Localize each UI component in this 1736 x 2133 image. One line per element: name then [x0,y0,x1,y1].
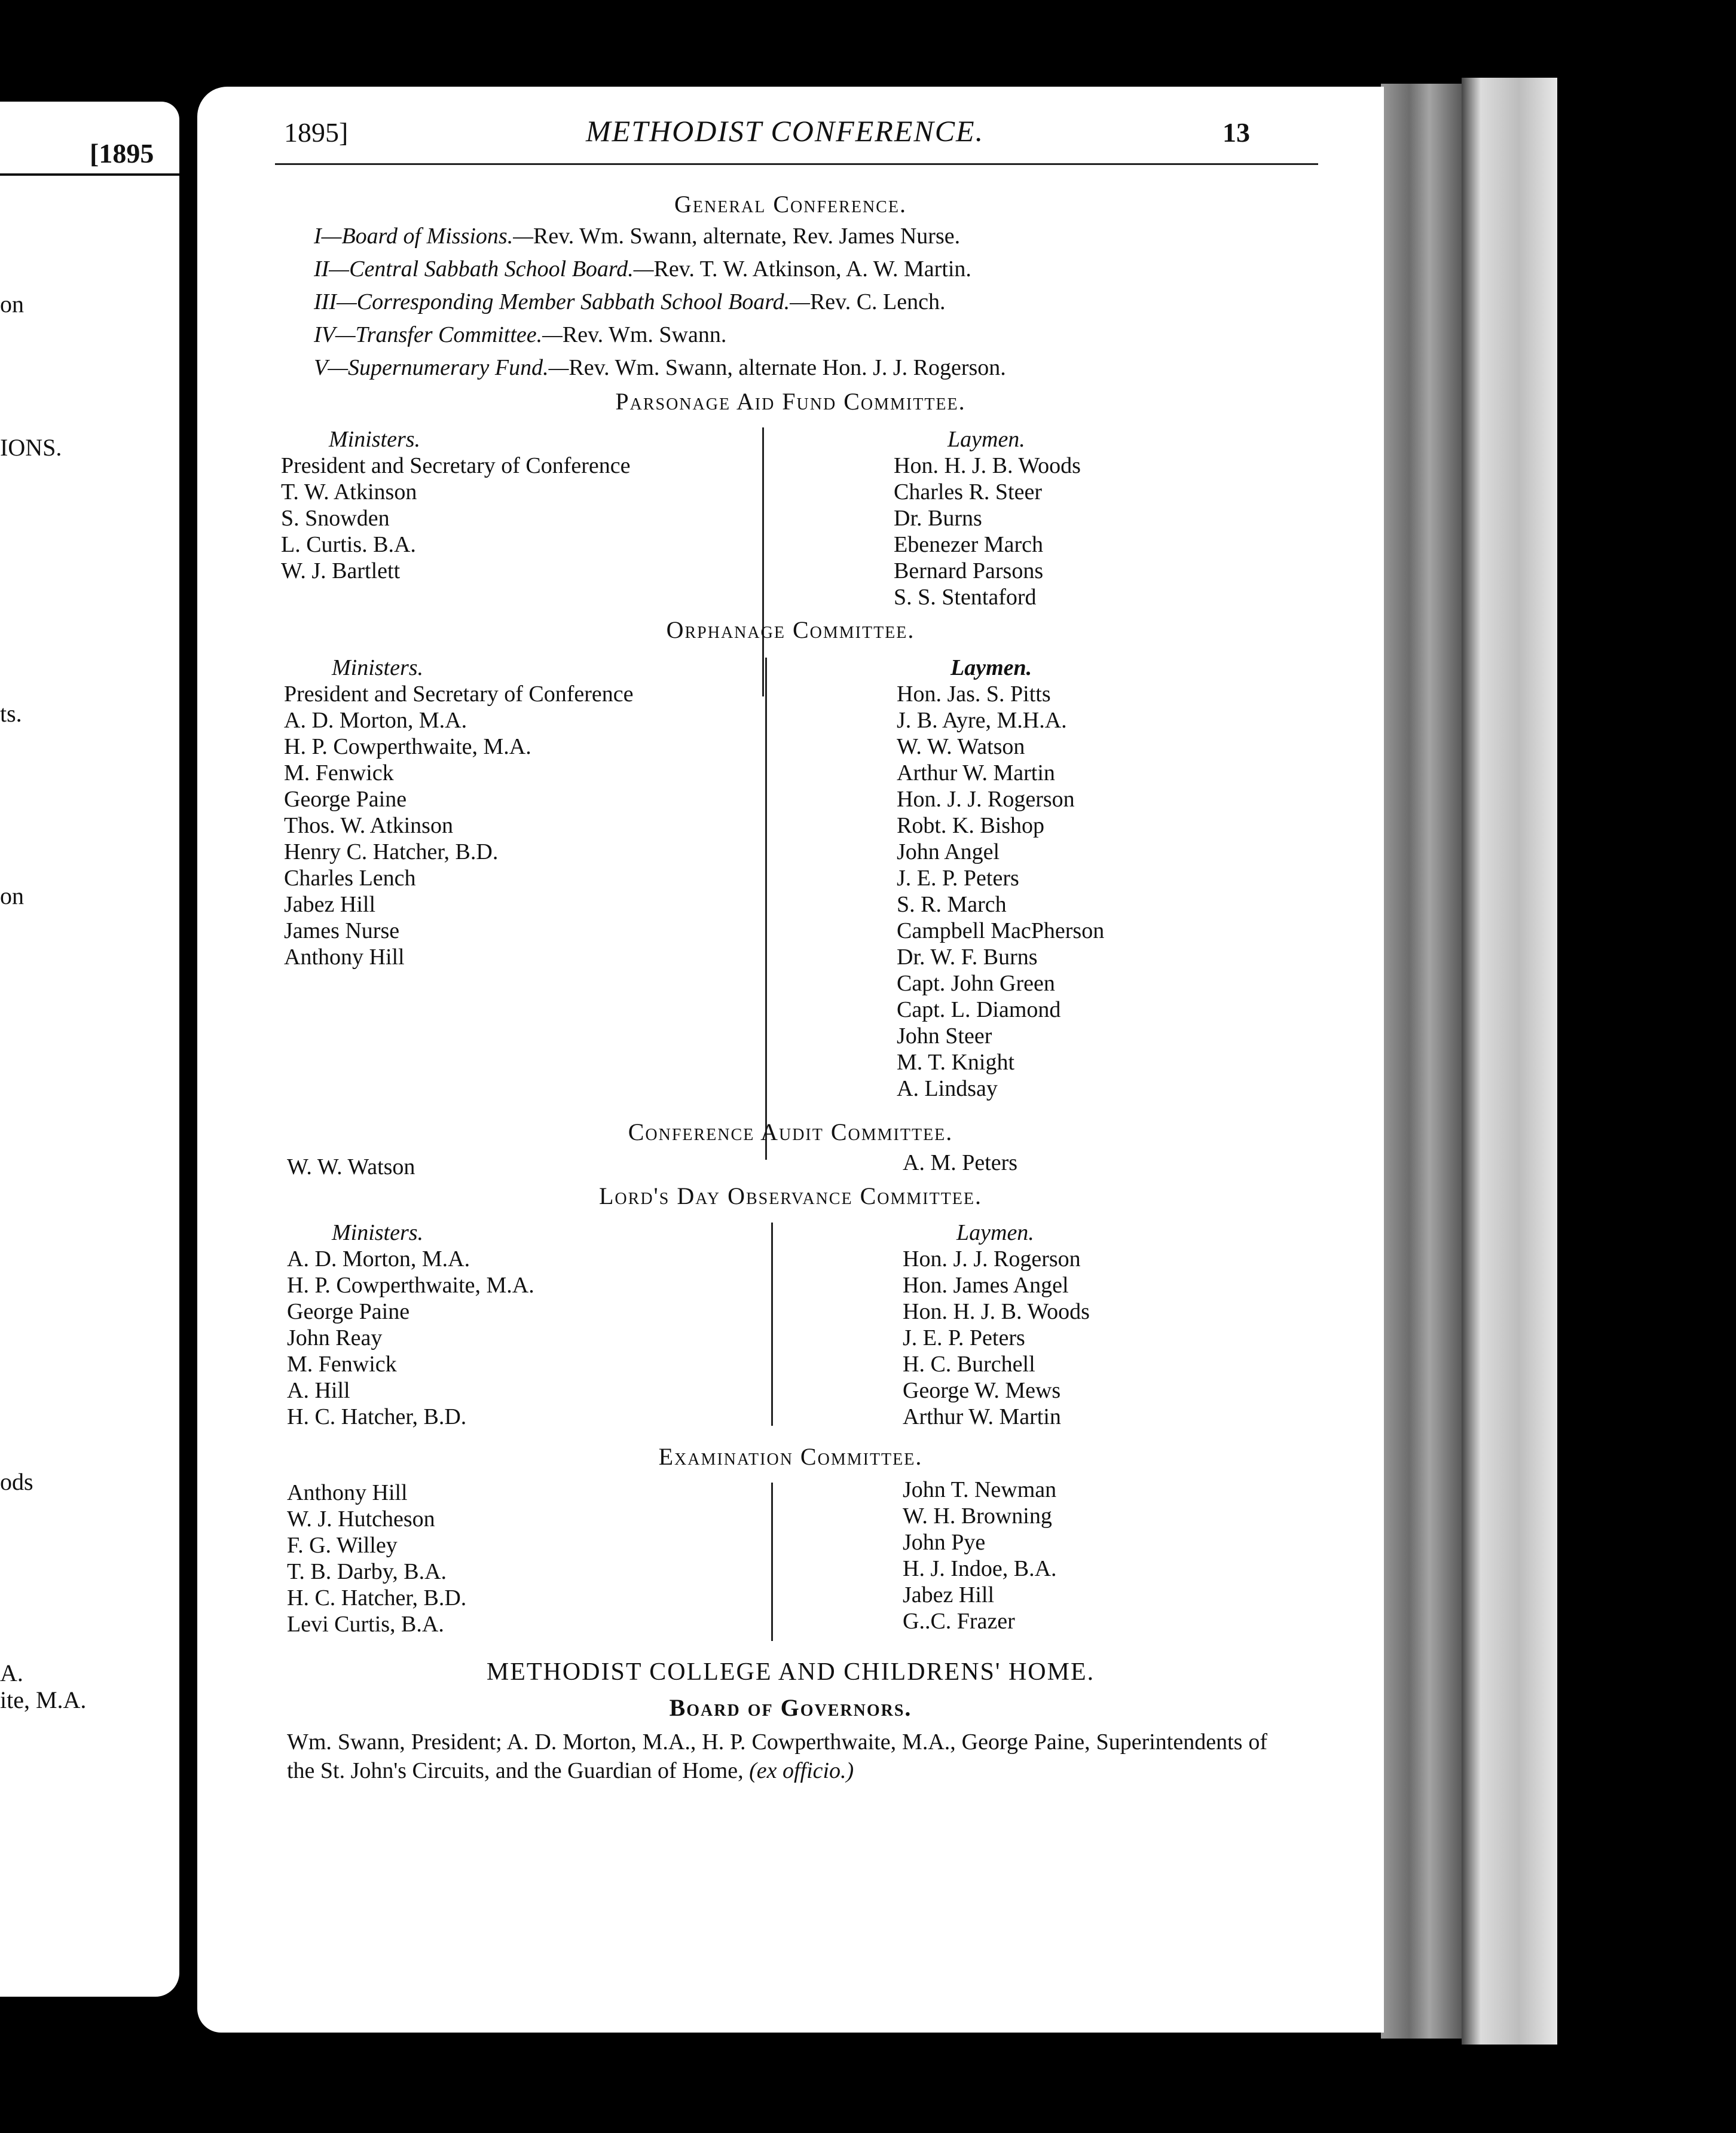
page-number: 13 [1222,117,1250,148]
orphanage-laymen [897,655,1104,1102]
list-item: President and Secretary of Conference [284,682,634,707]
gc-item-text: Rev. Wm. Swann, alternate Hon. J. J. Rogerson. [569,355,1006,380]
list-item: Charles R. Steer [894,479,1043,505]
list-item: W. J. Bartlett [281,558,401,583]
lords-day-title: Lord's Day Observance Committee. [598,1182,983,1209]
list-item: Anthony Hill [284,945,405,970]
list-item: Levi Curtis, B.A. [287,1612,444,1637]
list-item: Dr. W. F. Burns [897,945,1038,970]
left-fragment: on [0,291,24,317]
list-item: T. B. Darby, B.A. [287,1559,447,1584]
list-item: John T. Newman [903,1477,1057,1502]
examination-title: Examination Committee. [658,1443,923,1470]
gc-item [314,355,1006,381]
list-item: H. P. Cowperthwaite, M.A. [284,734,531,759]
list-item: Arthur W. Martin [897,760,1055,786]
list-item: James Nurse [284,918,400,943]
gc-item-text: Rev. T. W. Atkinson, A. W. Martin. [653,256,971,282]
column-heading: Ministers. [332,1220,424,1245]
column-divider [762,427,764,696]
list-item: T. W. Atkinson [281,479,417,505]
gc-item [314,289,946,315]
gc-item-label: V—Supernumerary Fund.— [314,355,569,380]
list-item: John Pye [903,1530,986,1555]
header-year: 1895] [284,117,349,148]
left-fragment: on [0,882,24,909]
book-edge [1462,78,1557,2045]
list-item: Hon. James Angel [903,1273,1069,1298]
list-item: S. Snowden [281,506,390,531]
list-item: John Angel [897,839,1000,864]
list-item: A. D. Morton, M.A. [284,708,467,733]
list-item: Jabez Hill [903,1582,995,1608]
column-heading: Ministers. [329,427,421,452]
column-divider [765,658,767,1160]
column-heading: Laymen. [948,427,1025,452]
list-item: Thos. W. Atkinson [284,813,453,838]
list-item: John Reay [287,1325,383,1350]
list-item: H. P. Cowperthwaite, M.A. [287,1273,534,1298]
college-subtitle: Board of Governors. [669,1694,912,1721]
gc-item [314,256,971,282]
list-item: H. J. Indoe, B.A. [903,1556,1057,1581]
college-paragraph-text: Wm. Swann, President; A. D. Morton, M.A., H. P. Cowperthwaite, M.A., George Paine, Superintendents of the St. John's Circuits, and the Guardian of Home, [287,1729,1267,1783]
left-fragment: IONS. [0,434,62,461]
list-item: W. H. Browning [903,1504,1052,1529]
list-item: H. C. Burchell [903,1352,1035,1377]
left-fragment: A. [0,1660,23,1686]
gc-item [314,223,960,249]
left-page-header: [1895 [90,138,154,169]
list-item: A. Lindsay [897,1076,998,1101]
list-item: Robt. K. Bishop [897,813,1045,838]
list-item: Henry C. Hatcher, B.D. [284,839,499,864]
left-fragment: ite, M.A. [0,1686,87,1713]
college-title: METHODIST COLLEGE AND CHILDRENS' HOME. [486,1658,1095,1686]
gc-item-label: IV—Transfer Committee.— [314,322,563,347]
gc-item-label: I—Board of Missions.— [314,224,534,249]
lords-day-ministers [287,1220,534,1430]
column-heading: Laymen. [956,1220,1034,1245]
list-item: W. W. Watson [897,734,1025,759]
list-item: Hon. Jas. S. Pitts [897,682,1051,707]
left-fragment: ods [0,1468,33,1495]
column-divider [771,1483,773,1641]
list-item: L. Curtis. B.A. [281,532,416,557]
running-header [197,111,1384,158]
header-title: METHODIST CONFERENCE. [586,114,985,148]
gc-item-label: III—Corresponding Member Sabbath School Board.— [314,289,810,314]
list-item: Charles Lench [284,866,416,891]
gc-item [314,322,726,348]
gc-item-text: Rev. Wm. Swann, alternate, Rev. James Nurse. [533,224,961,249]
list-item: Jabez Hill [284,892,376,917]
parsonage-laymen [894,426,1081,610]
list-item: George Paine [284,787,407,812]
list-item: H. C. Hatcher, B.D. [287,1404,467,1429]
left-page-fragment [0,102,179,1997]
examination-right [903,1477,1057,1634]
list-item: W. J. Hutcheson [287,1506,435,1532]
document-page [197,87,1384,2033]
list-item: Arthur W. Martin [903,1404,1061,1429]
orphanage-ministers [284,655,634,970]
list-item: A. D. Morton, M.A. [287,1246,470,1272]
audit-title: Conference Audit Committee. [628,1119,953,1145]
left-fragment: ts. [0,700,22,727]
list-item: G..C. Frazer [903,1609,1015,1634]
list-item: S. R. March [897,892,1007,917]
list-item: President and Secretary of Conference [281,453,631,478]
list-item: M. Fenwick [287,1352,397,1377]
lords-day-laymen [903,1220,1090,1430]
column-heading: Ministers. [332,655,424,680]
parsonage-title: Parsonage Aid Fund Committee. [615,388,966,415]
gc-item-text: Rev. Wm. Swann. [562,322,727,347]
list-item: George Paine [287,1299,410,1324]
list-item: Hon. H. J. B. Woods [903,1299,1090,1324]
list-item: John Steer [897,1023,992,1049]
list-item: Anthony Hill [287,1480,408,1505]
list-item: Hon. J. J. Rogerson [903,1246,1081,1272]
list-item: Campbell MacPherson [897,918,1105,943]
header-rule [275,163,1318,165]
list-item: F. G. Willey [287,1533,398,1558]
parsonage-ministers [281,426,631,584]
list-item: Ebenezer March [894,532,1044,557]
list-item: H. C. Hatcher, B.D. [287,1585,467,1611]
list-item: S. S. Stentaford [894,585,1037,610]
list-item: A. Hill [287,1378,350,1403]
audit-right: A. M. Peters [903,1150,1018,1175]
list-item: Hon. H. J. B. Woods [894,453,1081,478]
gc-item-text: Rev. C. Lench. [809,289,946,314]
list-item: Capt. L. Diamond [897,997,1061,1022]
left-header-rule [0,173,179,176]
general-conference-title: General Conference. [674,191,907,218]
college-paragraph-end: (ex officio.) [749,1758,854,1783]
list-item: M. T. Knight [897,1050,1015,1075]
list-item: M. Fenwick [284,760,394,786]
audit-left: W. W. Watson [287,1154,415,1179]
list-item: Bernard Parsons [894,558,1044,583]
column-divider [771,1223,773,1426]
list-item: J. E. P. Peters [903,1325,1025,1350]
list-item: Capt. John Green [897,971,1055,996]
list-item: Dr. Burns [894,506,982,531]
column-heading: Laymen. [950,655,1032,680]
list-item: J. B. Ayre, M.H.A. [897,708,1067,733]
orphanage-title: Orphanage Committee. [666,616,915,643]
list-item: J. E. P. Peters [897,866,1019,891]
list-item: Hon. J. J. Rogerson [897,787,1075,812]
examination-left [287,1480,466,1637]
page-edge-stack [1381,84,1462,2039]
list-item: George W. Mews [903,1378,1061,1403]
gc-item-label: II—Central Sabbath School Board.— [314,256,654,282]
college-paragraph [287,1728,1267,1785]
